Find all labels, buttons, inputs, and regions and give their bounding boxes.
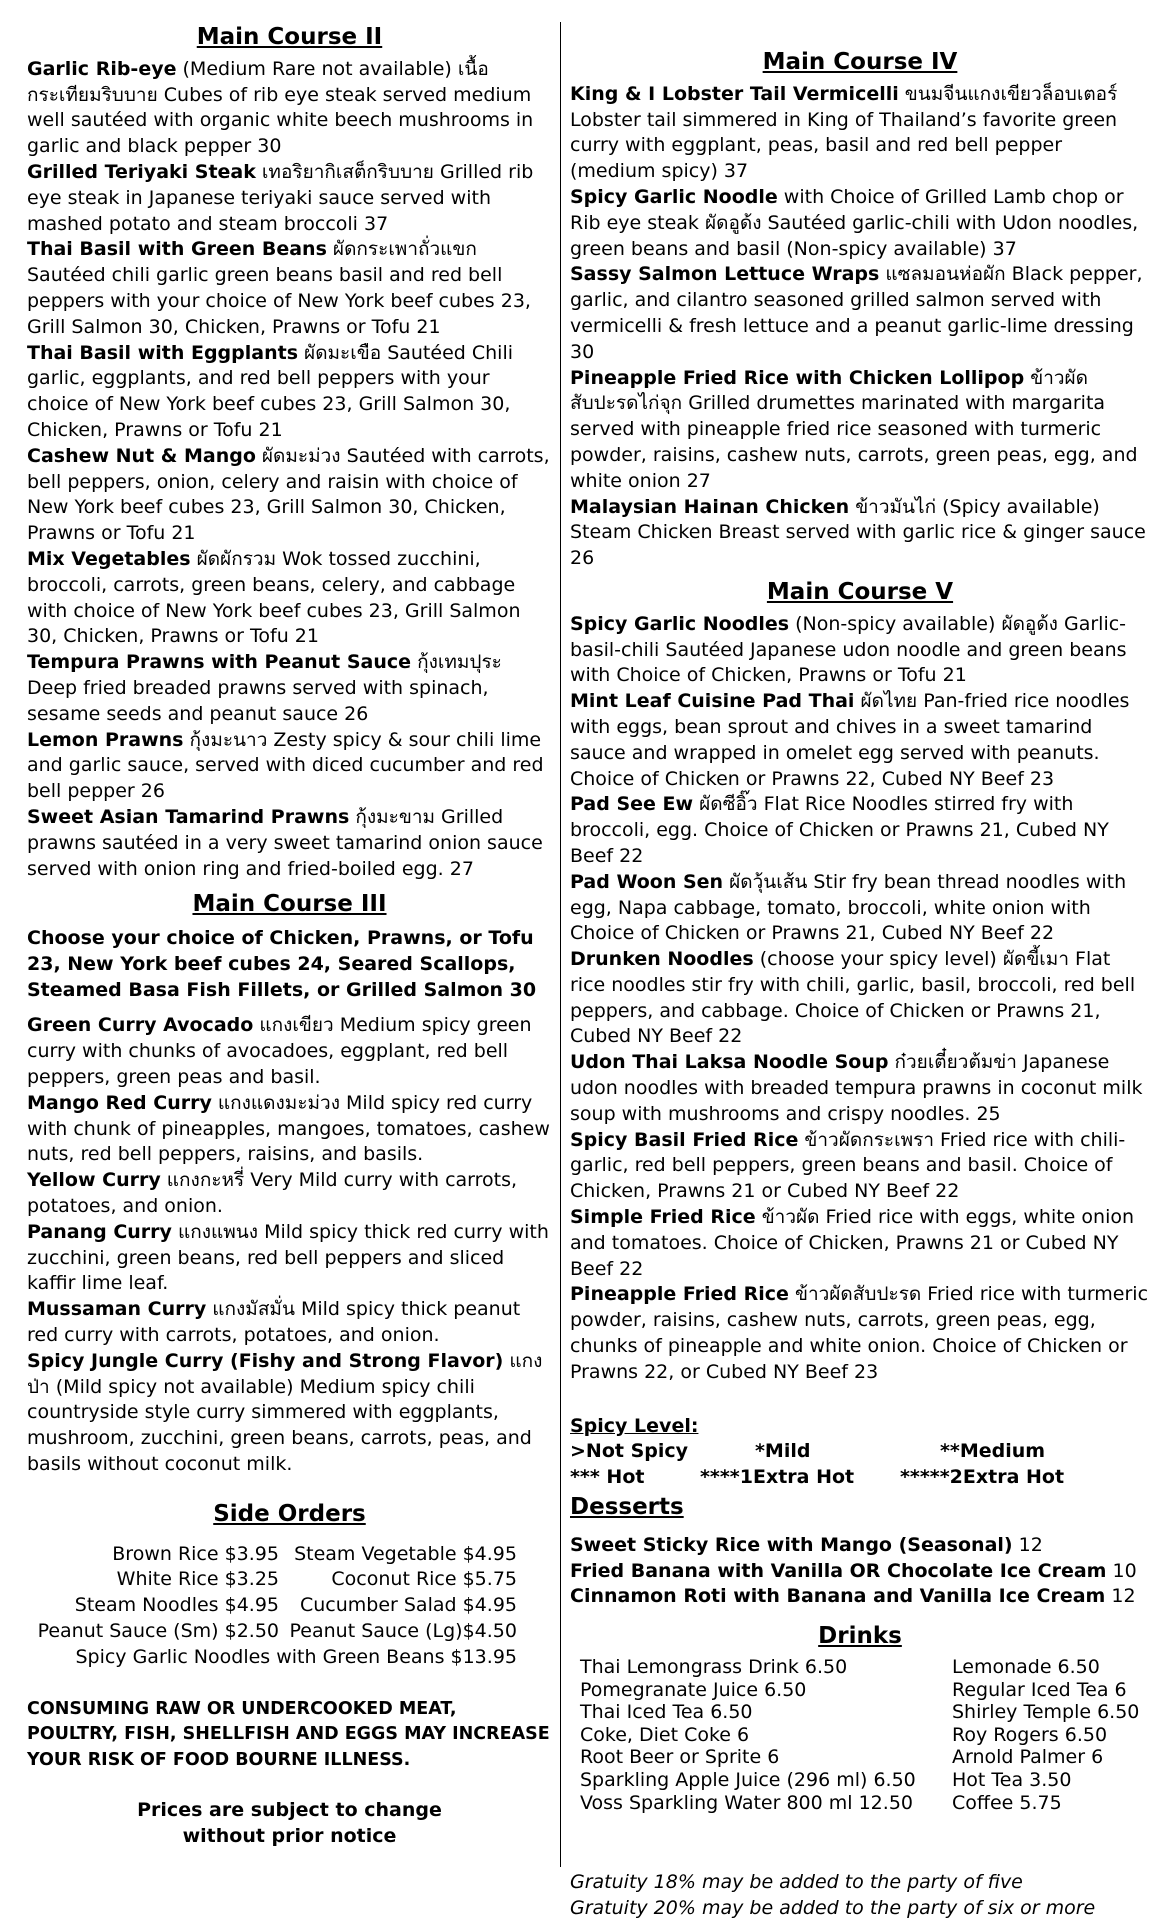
- drinks-list: [570, 1656, 1150, 1814]
- drink-item: Pomegranate Juice 6.50: [580, 1678, 807, 1701]
- item-desc: ผัดวุ้นเส้น Stir fry bean thread noodles with egg, Napa cabbage, tomato, broccoli, white onion with Choice of Chicken or Prawns 21, Cubed NY Beef 22: [570, 870, 1127, 945]
- menu-item: [27, 1013, 552, 1090]
- menu-item: [570, 185, 1150, 262]
- item-name: King & I Lobster Tail Vermicelli: [570, 82, 899, 105]
- drink-item: Sparkling Apple Juice (296 ml) 6.50: [580, 1768, 916, 1791]
- dessert-item: [570, 1584, 1150, 1610]
- side-item: Steam Vegetable $4.95: [294, 1542, 517, 1565]
- item-name: Mint Leaf Cuisine Pad Thai: [570, 690, 855, 713]
- menu-item: [27, 1220, 552, 1297]
- desserts-title: Desserts: [570, 1494, 684, 1521]
- gratuity-notes: [570, 1870, 1150, 1922]
- item-desc: ผัดมะม่วง Sautéed with carrots, bell peppers, onion, celery and raisin with choice of New York beef cubes 23, Grill Salmon 30, Chicken, Prawns or Tofu 21: [27, 444, 550, 545]
- menu-item: [27, 1168, 552, 1220]
- item-desc: (Medium Rare not available) เนื้อกระเทียมริบบาย Cubes of rib eye steak served medium well sautéed with organic white beech mushrooms in garlic and black pepper 30: [27, 57, 534, 158]
- side-row: [27, 1567, 552, 1593]
- column-divider: [560, 22, 561, 1867]
- item-name: Spicy Basil Fried Rice: [570, 1128, 799, 1151]
- prices-notice: Prices are subject to change without prior notice: [137, 1799, 442, 1847]
- item-name: Lemon Prawns: [27, 728, 184, 751]
- side-item: Cucumber Salad $4.95: [299, 1594, 517, 1617]
- menu-item: [27, 237, 552, 340]
- menu-item: [570, 1282, 1150, 1385]
- item-name: Pineapple Fried Rice: [570, 1283, 789, 1306]
- side-item: Coconut Rice $5.75: [331, 1568, 517, 1591]
- spicy-level-legend: [570, 1414, 1150, 1491]
- item-desc: ข้าวผัดกระเพรา Fried rice with chili-garlic, red bell peppers, green beans and basil. Choice of Chicken, Prawns 21 or Cubed NY Beef 22: [570, 1128, 1126, 1203]
- side-item: Steam Noodles $4.95: [74, 1594, 279, 1617]
- drinks-title: Drinks: [818, 1623, 902, 1650]
- menu-item: [570, 262, 1150, 365]
- menu-item: [570, 612, 1150, 689]
- drink-item: Roy Rogers 6.50: [952, 1723, 1108, 1746]
- item-desc: เทอริยากิเสต็กริบบาย Grilled rib eye steak in Japanese teriyaki sauce served with mashed potato and steam broccoli 37: [27, 160, 534, 235]
- spicy-level-title: Spicy Level:: [570, 1414, 699, 1437]
- menu-item: [27, 1091, 552, 1168]
- side-orders-table: [27, 1542, 552, 1671]
- spicy-row: [570, 1439, 1150, 1465]
- item-name: Pad See Ew: [570, 793, 694, 816]
- item-desc: ข้าวผัดสับปะรดไก่จุก Grilled drumettes marinated with margarita served with pineapple fried rice seasoned with turmeric powder, raisins, cashew nuts, carrots, green peas, egg, and white onion 27: [570, 366, 1138, 492]
- item-name: Spicy Garlic Noodles: [570, 612, 790, 635]
- item-desc: ขนมจีนแกงเขียวล็อบเตอร์ Lobster tail simmered in King of Thailand’s favorite green curry with eggplant, peas, basil and red bell pepper (medium spicy) 37: [570, 82, 1118, 183]
- item-name: Thai Basil with Eggplants: [27, 341, 299, 364]
- menu-item: [570, 1205, 1150, 1282]
- gratuity-note: Gratuity 18% may be added to the party of five: [570, 1871, 1023, 1894]
- item-name: Sweet Asian Tamarind Prawns: [27, 805, 350, 828]
- item-desc: ข้าวผัด Fried rice with eggs, white onion and tomatoes. Choice of Chicken, Prawns 21 or Cubed NY Beef 22: [570, 1206, 1135, 1280]
- side-item: Brown Rice $3.95: [112, 1542, 279, 1565]
- drink-item: Thai Lemongrass Drink 6.50: [580, 1656, 848, 1679]
- menu-item: [27, 1297, 552, 1349]
- item-desc: (Non-spicy available) ผัดอูด้ง Garlic-basil-chili Sautéed Japanese udon noodle and green beans with Choice of Chicken, Prawns or Tofu 21: [570, 612, 1127, 687]
- item-desc: ข้าวมันไก่ (Spicy available) Steam Chicken Breast served with garlic rice & ginger sauce 26: [570, 495, 1146, 570]
- right-column: [570, 50, 1150, 1922]
- item-name: Mix Vegetables: [27, 547, 191, 570]
- dessert-price: 12: [1012, 1533, 1043, 1556]
- menu-item: [27, 650, 552, 727]
- side-row: [27, 1542, 552, 1568]
- item-name: Pineapple Fried Rice with Chicken Lollipop: [570, 366, 1025, 389]
- left-column: [27, 25, 552, 1850]
- menu-item: [27, 805, 552, 882]
- item-desc: แซลมอนห่อผัก Black pepper, garlic, and cilantro seasoned grilled salmon served with vermicelli & fresh lettuce and a peanut garlic-lime dressing 30: [570, 263, 1143, 363]
- drink-item: Regular Iced Tea 6: [952, 1678, 1127, 1701]
- item-desc: with Choice of Grilled Lamb chop or Rib eye steak ผัดอูด้ง Sautéed garlic-chili with Udon noodles, green beans and basil (Non-spicy available) 37: [570, 185, 1139, 260]
- item-name: Tempura Prawns with Peanut Sauce: [27, 651, 412, 674]
- menu-item: [27, 444, 552, 547]
- item-desc: ก๋วยเตี๋ยวต้มข่า Japanese udon noodles with breaded tempura prawns in coconut milk soup with mushrooms and crispy noodles. 25: [570, 1051, 1143, 1125]
- item-desc: กุ้งเทมปุระ Deep fried breaded prawns served with spinach, sesame seeds and peanut sauce 26: [27, 651, 502, 725]
- item-name: Drunken Noodles: [570, 948, 754, 971]
- item-desc: กุ้งมะขาม Grilled prawns sautéed in a very sweet tamarind onion sauce served with onion ring and fried-boiled egg. 27: [27, 805, 543, 880]
- menu-item: [27, 57, 552, 160]
- drink-item: Root Beer or Sprite 6: [580, 1746, 780, 1769]
- main-course-4-list: [570, 82, 1150, 572]
- menu-item: [570, 792, 1150, 869]
- item-name: Cashew Nut & Mango: [27, 444, 256, 467]
- menu-item: [570, 1050, 1150, 1127]
- drink-item: Shirley Temple 6.50: [952, 1701, 1140, 1724]
- side-row: [27, 1645, 552, 1671]
- drinks-left-column: [580, 1656, 952, 1814]
- drink-item: Coffee 5.75: [952, 1791, 1062, 1814]
- dessert-price: 12: [1105, 1585, 1136, 1608]
- item-name: Mango Red Curry: [27, 1091, 212, 1114]
- item-desc: ผัดผักรวม Wok tossed zucchini, broccoli, carrots, green beans, celery, and cabbage with choice of New York beef cubes 23, Grill Salmon 30, Chicken, Prawns or Tofu 21: [27, 547, 521, 648]
- dessert-name: Fried Banana with Vanilla OR Chocolate Ice Cream: [570, 1559, 1107, 1582]
- item-desc: แกงแดงมะม่วง Mild spicy red curry with chunk of pineapples, mangoes, tomatoes, cashew nuts, red bell peppers, raisins, and basils.: [27, 1091, 550, 1166]
- menu-item: [570, 366, 1150, 495]
- main-course-3-list: [27, 1013, 552, 1477]
- item-desc: แกงแพนง Mild spicy thick red curry with zucchini, green beans, red bell peppers and sliced kaffir lime leaf.: [27, 1220, 549, 1295]
- drink-item: Lemonade 6.50: [952, 1656, 1100, 1679]
- dessert-name: Sweet Sticky Rice with Mango (Seasonal): [570, 1533, 1013, 1556]
- spicy-option: *Mild: [755, 1440, 811, 1463]
- drink-item: Arnold Palmer 6: [952, 1746, 1104, 1769]
- spicy-option: ****1Extra Hot: [700, 1466, 855, 1489]
- spicy-option: *****2Extra Hot: [900, 1466, 1065, 1489]
- drink-item: Thai Iced Tea 6.50: [580, 1701, 753, 1724]
- menu-item: [27, 728, 552, 805]
- drinks-right-column: [952, 1656, 1142, 1814]
- item-name: Grilled Teriyaki Steak: [27, 160, 256, 183]
- dessert-item: [570, 1559, 1150, 1585]
- dessert-name: Cinnamon Roti with Banana and Vanilla Ice Cream: [570, 1585, 1106, 1608]
- item-name: Garlic Rib-eye: [27, 57, 177, 80]
- main-course-2-title: Main Course II: [196, 24, 383, 50]
- main-course-3-intro: Choose your choice of Chicken, Prawns, or Tofu 23, New York beef cubes 24, Seared Scallops, Steamed Basa Fish Fillets, or Grilled Salmon 30: [27, 927, 537, 1001]
- item-desc: ผัดกระเพาถั่วแขก Sautéed chili garlic green beans basil and red bell peppers with your choice of New York beef cubes 23, Grill Salmon 30, Chicken, Prawns or Tofu 21: [27, 238, 531, 338]
- spicy-option: >Not Spicy: [570, 1440, 689, 1463]
- item-name: Simple Fried Rice: [570, 1206, 756, 1229]
- drink-item: Voss Sparkling Water 800 ml 12.50: [580, 1791, 913, 1814]
- side-orders-title: Side Orders: [213, 1500, 366, 1527]
- side-row: [27, 1619, 552, 1645]
- gratuity-note: Gratuity 20% may be added to the party of six or more: [570, 1896, 1096, 1919]
- item-desc: ผัดมะเขือ Sautéed Chili garlic, eggplants, and red bell peppers with your choice of New York beef cubes 23, Grill Salmon 30, Chicken, Prawns or Tofu 21: [27, 341, 514, 441]
- item-name: Yellow Curry: [27, 1169, 161, 1192]
- main-course-3-title: Main Course III: [192, 891, 387, 918]
- item-desc: กุ้งมะนาว Zesty spicy & sour chili lime and garlic sauce, served with diced cucumber and red bell pepper 26: [27, 728, 544, 803]
- menu-item: [570, 689, 1150, 792]
- main-course-4-title: Main Course IV: [762, 49, 958, 75]
- side-item: White Rice $3.25: [116, 1568, 279, 1591]
- item-name: Spicy Garlic Noodle: [570, 185, 778, 208]
- item-desc: แกงเขียว Medium spicy green curry with chunks of avocadoes, eggplant, red bell peppers, green peas and basil.: [27, 1014, 532, 1089]
- item-name: Panang Curry: [27, 1220, 172, 1243]
- main-course-2-list: [27, 57, 552, 883]
- menu-item: [27, 547, 552, 650]
- desserts-list: [570, 1533, 1150, 1610]
- item-name: Thai Basil with Green Beans: [27, 238, 327, 261]
- item-desc: แกงป่า (Mild spicy not available) Medium spicy chili countryside style curry simmered with eggplants, mushroom, zucchini, green beans, carrots, peas, and basils without coconut milk.: [27, 1349, 543, 1476]
- item-name: Mussaman Curry: [27, 1298, 207, 1321]
- item-desc: แกงกะหรี่ Very Mild curry with carrots, potatoes, and onion.: [27, 1169, 518, 1218]
- menu-item: [570, 495, 1150, 572]
- main-course-5-title: Main Course V: [766, 578, 954, 605]
- item-desc: แกงมัสมั่น Mild spicy thick peanut red curry with carrots, potatoes, and onion.: [27, 1298, 521, 1347]
- menu-item: [27, 1349, 552, 1478]
- menu-item: [570, 82, 1150, 185]
- item-desc: ข้าวผัดสับปะรด Fried rice with turmeric powder, raisins, cashew nuts, carrots, green peas, egg, chunks of pineapple and white onion. Choice of Chicken or Prawns 22, or Cubed NY Beef 23: [570, 1283, 1149, 1383]
- dessert-item: [570, 1533, 1150, 1559]
- menu-item: [27, 341, 552, 444]
- spicy-option: *** Hot: [570, 1466, 645, 1489]
- item-name: Udon Thai Laksa Noodle Soup: [570, 1051, 889, 1074]
- item-desc: ผัดไทย Pan-fried rice noodles with eggs, bean sprout and chives in a sweet tamarind sauce and wrapped in omelet egg served with peanuts. Choice of Chicken or Prawns 22, Cubed NY Beef 23: [570, 690, 1130, 790]
- side-item: Peanut Sauce (Lg)$4.50: [289, 1620, 517, 1643]
- menu-item: [27, 160, 552, 237]
- item-name: Pad Woon Sen: [570, 870, 724, 893]
- item-name: Sassy Salmon Lettuce Wraps: [570, 263, 880, 286]
- main-course-5-list: [570, 612, 1150, 1386]
- spicy-option: **Medium: [940, 1440, 1046, 1463]
- item-name: Spicy Jungle Curry (Fishy and Strong Flavor): [27, 1349, 504, 1372]
- item-name: Green Curry Avocado: [27, 1014, 254, 1037]
- side-item: Spicy Garlic Noodles with Green Beans $13.95: [75, 1645, 517, 1668]
- dessert-price: 10: [1106, 1559, 1137, 1582]
- item-name: Malaysian Hainan Chicken: [570, 495, 850, 518]
- menu-item: [570, 947, 1150, 1050]
- side-item: Peanut Sauce (Sm) $2.50: [37, 1620, 279, 1643]
- spicy-row: [570, 1465, 1150, 1491]
- menu-item: [570, 870, 1150, 947]
- drink-item: Coke, Diet Coke 6: [580, 1723, 750, 1746]
- menu-item: [570, 1128, 1150, 1205]
- side-row: [27, 1593, 552, 1619]
- food-safety-warning: CONSUMING RAW OR UNDERCOOKED MEAT, POULTRY, FISH, SHELLFISH AND EGGS MAY INCREASE YOUR RISK OF FOOD BOURNE ILLNESS.: [27, 1698, 550, 1771]
- drink-item: Hot Tea 3.50: [952, 1768, 1072, 1791]
- item-desc: (choose your spicy level) ผัดขี้เมา Flat rice noodles stir fry with chili, garlic, basil, broccoli, red bell peppers, and cabbage. Choice of Chicken or Prawns 21, Cubed NY Beef 22: [570, 948, 1136, 1048]
- item-desc: ผัดซีอิ๊ว Flat Rice Noodles stirred fry with broccoli, egg. Choice of Chicken or Prawns 21, Cubed NY Beef 22: [570, 793, 1109, 867]
